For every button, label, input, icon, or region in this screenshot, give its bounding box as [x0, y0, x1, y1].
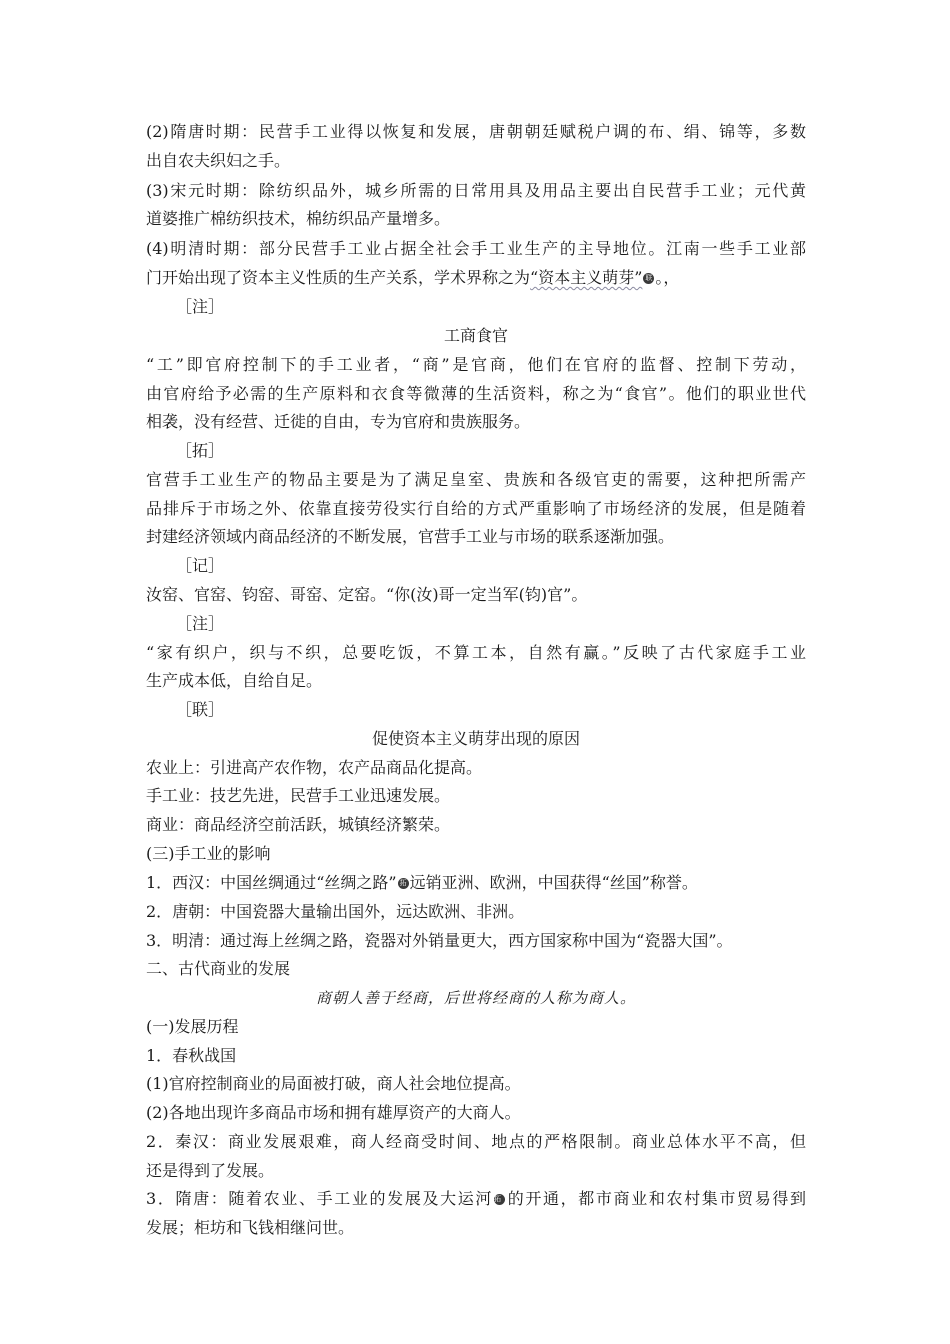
period-sui-tang-line2: 发展；柜坊和飞钱相继问世。 [146, 1218, 355, 1237]
period-spring-autumn-point2: (2)各地出现许多商品市场和拥有雄厚资产的大商人。 [146, 1103, 521, 1122]
memo-tag: ［记］ [176, 556, 225, 575]
para-ming-qing-line1: (4)明清时期：部分民营手工业占据全社会手工业生产的主导地位。江南一些手工业部 [146, 239, 806, 258]
para-ming-qing-end: 。， [655, 268, 680, 287]
link-badge-icon: 联 [645, 274, 653, 282]
para-ming-qing-text: 门开始出现了资本主义性质的生产关系，学术界称之为 [146, 268, 531, 287]
section-3-heading: (三)手工业的影响 [146, 844, 271, 863]
section-3-item-western-han [146, 871, 698, 895]
para-sui-tang-line2: 出自农夫织妇之手。 [146, 151, 291, 170]
link-item-agriculture: 农业上：引进高产农作物，农产品商品化提高。 [146, 758, 483, 777]
handwritten-note: 商朝人善于经商，后世将经商的人称为商人。 [315, 989, 636, 1007]
period-qin-han-line1: 2．秦汉：商业发展艰难，商人经商受时间、地点的严格限制。商业总体水平不高，但 [146, 1132, 806, 1151]
para-song-yuan-line1: (3)宋元时期：除纺织品外，城乡所需的日常用具及用品主要出自民营手工业；元代黄 [146, 181, 806, 200]
note-title: 工商食官 [443, 326, 508, 345]
part-2-heading: 二、古代商业的发展 [146, 959, 291, 978]
section-3-item-tang: 2．唐朝：中国瓷器大量输出国外，远达欧洲、非洲。 [146, 902, 525, 921]
note2-tag: ［注］ [176, 614, 225, 633]
para-ming-qing-line2 [146, 266, 679, 290]
link-title: 促使资本主义萌芽出现的原因 [371, 729, 580, 748]
extension-tag: ［拓］ [176, 441, 225, 460]
sui-tang-text-end: 的开通，都市商业和农村集市贸易得到 [506, 1189, 806, 1208]
western-han-text: 1．西汉：中国丝绸通过 [146, 873, 317, 892]
extension-body-line1: 官营手工业生产的物品主要是为了满足皇室、贵族和各级官吏的需要，这种把所需产 [146, 470, 806, 489]
sui-tang-text: 3．隋唐：随着农业、手工业的发展及大运河 [146, 1189, 494, 1208]
note-body-line3: 相袭，没有经营、迁徙的自由，专为官府和贵族服务。 [146, 412, 531, 431]
capitalism-sprouts-term: “资本主义萌芽” [530, 268, 643, 287]
extension-body-line2: 品排斥于市场之外、依靠直接劳役实行自给的方式严重影响了市场经济的发展，但是随着 [146, 499, 806, 518]
western-han-text-end: 远销亚洲、欧洲，中国获得“丝国”称誉。 [409, 873, 698, 892]
section-3-item-ming-qing: 3．明清：通过海上丝绸之路，瓷器对外销量更大，西方国家称中国为“瓷器大国”。 [146, 931, 733, 950]
note-body-line1: “工”即官府控制下的手工业者，“商”是官商，他们在官府的监督、控制下劳动， [146, 355, 806, 374]
note2-body-line1: “家有织户，织与不织，总要吃饭，不算工本，自然有赢。”反映了古代家庭手工业 [146, 643, 806, 662]
memo-body: 汝窑、官窑、钧窑、哥窑、定窑。“你(汝)哥一定当军(钧)官”。 [146, 585, 588, 604]
period-spring-autumn-point1: (1)官府控制商业的局面被打破，商人社会地位提高。 [146, 1074, 521, 1093]
period-sui-tang-line1 [146, 1187, 806, 1211]
extension-badge-icon: 拓 [399, 879, 407, 887]
note-body-line2: 由官府给予必需的生产原料和衣食等微薄的生活资料，称之为“食官”。他们的职业世代 [146, 384, 806, 403]
link-item-handicraft: 手工业：技艺先进，民营手工业迅速发展。 [146, 786, 451, 805]
period-spring-autumn: 1．春秋战国 [146, 1046, 237, 1065]
note2-body-line2: 生产成本低，自给自足。 [146, 671, 323, 690]
canal-badge-icon: 拓 [494, 1194, 505, 1205]
link-item-commerce: 商业：商品经济空前活跃，城镇经济繁荣。 [146, 815, 451, 834]
silk-road-term: “丝绸之路” [316, 873, 397, 892]
part-2-subheading: (一)发展历程 [146, 1017, 239, 1036]
extension-body-line3: 封建经济领域内商品经济的不断发展，官营手工业与市场的联系逐渐加强。 [146, 527, 675, 546]
para-sui-tang-line1: (2)隋唐时期：民营手工业得以恢复和发展，唐朝朝廷赋税户调的布、绢、锦等，多数 [146, 122, 806, 141]
period-qin-han-line2: 还是得到了发展。 [146, 1161, 275, 1180]
note-tag: ［注］ [176, 297, 225, 316]
link-tag: ［联］ [176, 700, 225, 719]
para-song-yuan-line2: 道婆推广棉纺织技术，棉纺织品产量增多。 [146, 209, 451, 228]
